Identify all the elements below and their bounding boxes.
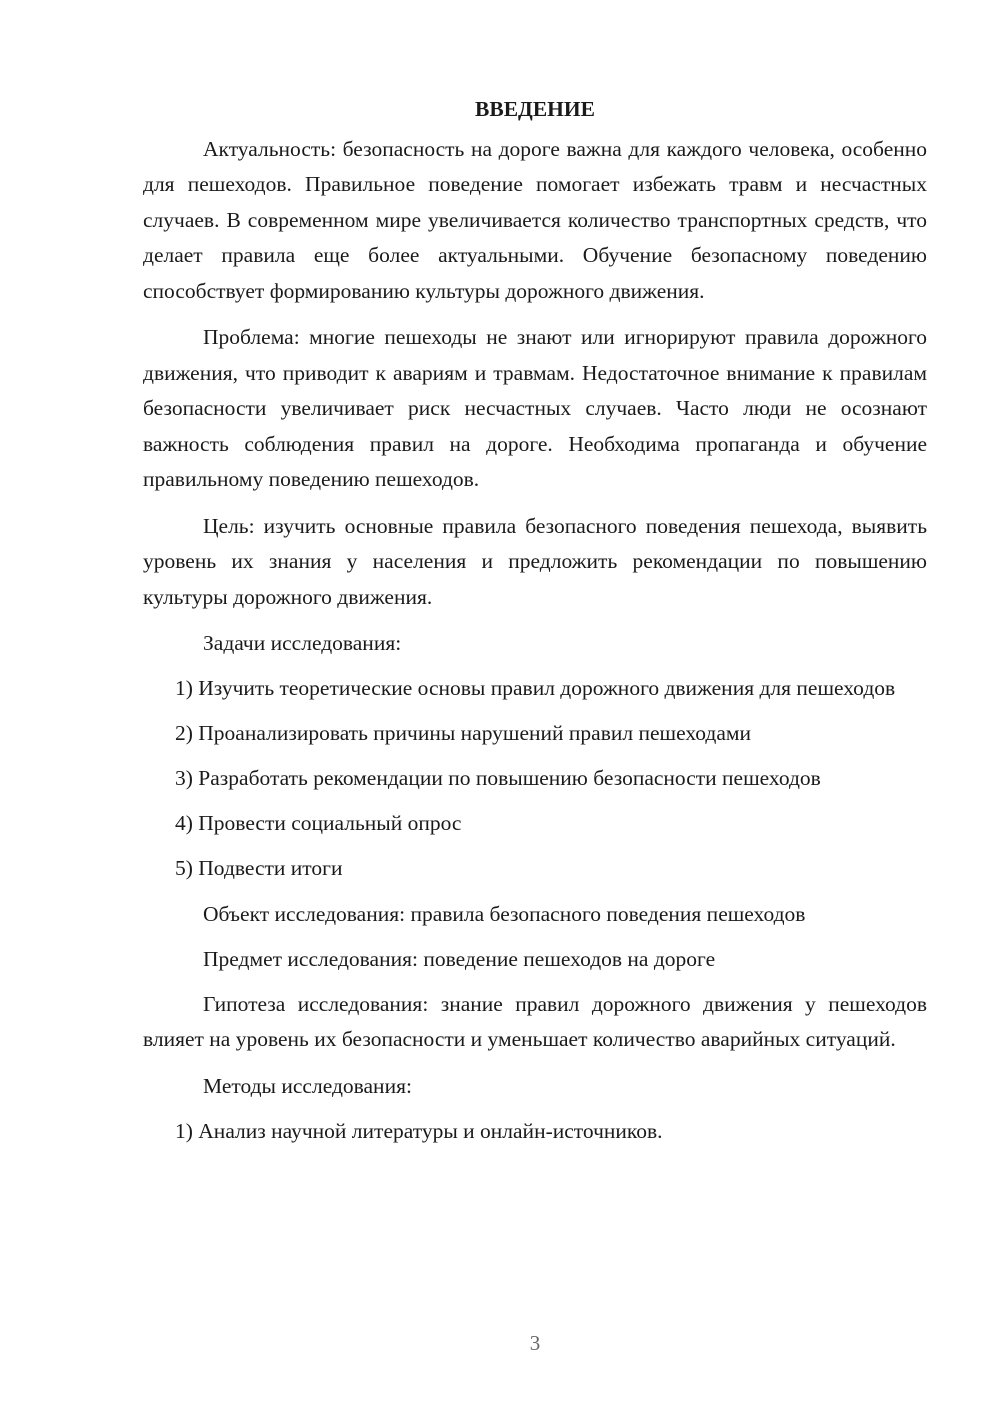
hypothesis-paragraph: Гипотеза исследования: знание правил дорожного движения у пешеходов влияет на уровень их безопасности и уменьшает количество аварийных ситуаций. (143, 991, 927, 1052)
page-number: 3 (529, 1331, 541, 1355)
problem-paragraph: Проблема: многие пешеходы не знают или игнорируют правила дорожного движения, что приводит к авариям и травмам. Недостаточное внимание к правилам безопасности увеличивает риск несчастных случаев. Часто люди не осознают важность соблюдения правил на дороге. Необходима пропаганда и обучение правильному поведению пешеходов. (143, 325, 927, 491)
tasks-heading: Задачи исследования: (203, 631, 402, 655)
method-item-1: 1) Анализ научной литературы и онлайн-источников. (175, 1118, 663, 1143)
task-item-5: 5) Подвести итоги (175, 856, 343, 881)
methods-heading: Методы исследования: (203, 1073, 412, 1098)
task-item-3: 3) Разработать рекомендации по повышению безопасности пешеходов (175, 766, 821, 791)
page-content (143, 92, 927, 1159)
relevance-paragraph: Актуальность: безопасность на дороге важна для каждого человека, особенно для пешеходов. Правильное поведение помогает избежать травм и несчастных случаев. В современном мире увеличивается количество транспортных средств, что делает правила еще более актуальными. Обучение безопасному поведению способствует формированию культуры дорожного движения. (143, 136, 927, 303)
task-item-1: 1) Изучить теоретические основы правил дорожного движения для пешеходов (175, 676, 896, 701)
section-title: ВВЕДЕНИЕ (475, 97, 595, 121)
goal-paragraph: Цель: изучить основные правила безопасного поведения пешехода, выявить уровень их знания у населения и предложить рекомендации по повышению культуры дорожного движения. (143, 513, 927, 609)
subject-line: Предмет исследования: поведение пешеходов на дороге (203, 946, 716, 971)
task-item-2: 2) Проанализировать причины нарушений правил пешеходами (175, 721, 751, 746)
object-line: Объект исследования: правила безопасного поведения пешеходов (203, 901, 806, 926)
task-item-4: 4) Провести социальный опрос (175, 811, 462, 836)
